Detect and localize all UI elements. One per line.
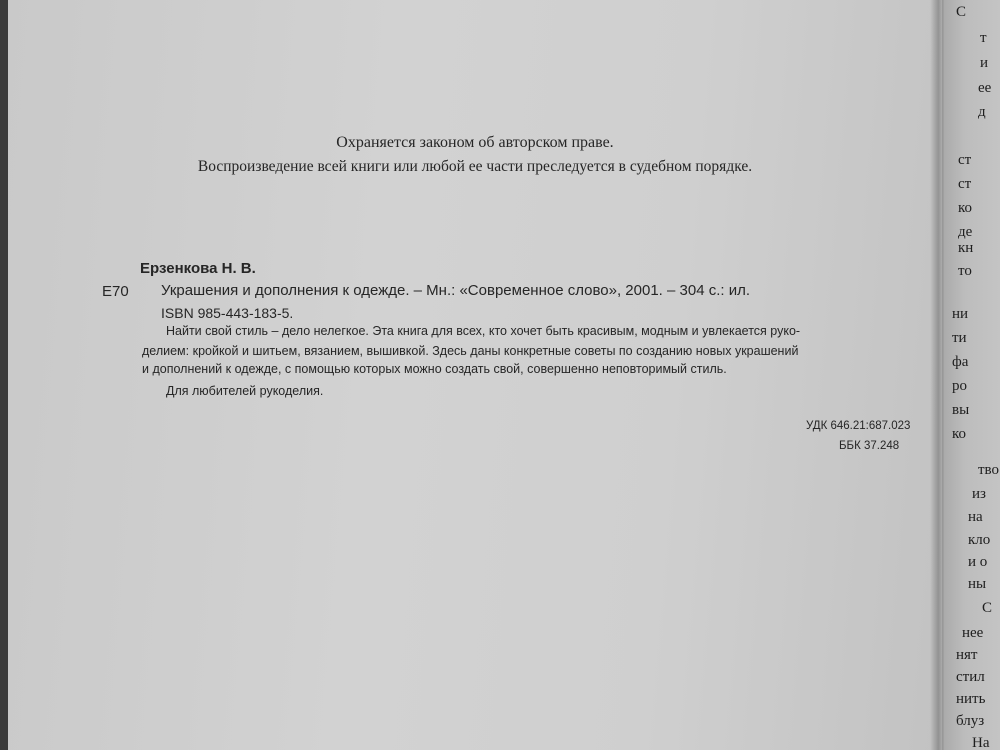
- right-page-fragment: нее: [962, 625, 984, 641]
- right-page-fragment: из: [972, 486, 986, 502]
- book-title-line: Украшения и дополнения к одежде. – Мн.: «Современное слово», 2001. – 304 с.: ил.: [161, 282, 750, 299]
- left-page: [8, 0, 942, 750]
- right-page-fragment: нят: [956, 647, 978, 663]
- right-page-fragment: и о: [968, 554, 988, 570]
- right-page-fragment: вы: [952, 402, 970, 418]
- isbn: ISBN 985-443-183-5.: [161, 305, 294, 321]
- right-page-fragment: ст: [958, 176, 972, 192]
- right-page-fragment: ее: [978, 80, 992, 96]
- right-page-fragment: стил: [956, 669, 985, 685]
- right-page-fragment: тво: [978, 462, 1000, 478]
- book-spine-shadow: [930, 0, 944, 750]
- right-page-fragment: ни: [952, 306, 969, 322]
- right-page-fragment: ко: [958, 200, 973, 216]
- right-page-fragment: и: [980, 55, 989, 71]
- right-page-fragment: на: [968, 509, 983, 525]
- right-page-fragment: С: [982, 600, 993, 616]
- annotation-line-3: и дополнений к одежде, с помощью которых можно создать свой, совершенно неповторимый стиль.: [142, 362, 727, 376]
- right-page-fragment: ро: [952, 378, 967, 394]
- right-page-fragment: ны: [968, 576, 987, 592]
- annotation-line-1: Найти свой стиль – дело нелегкое. Эта книга для всех, кто хочет быть красивым, модным и увлекается руко-: [166, 324, 801, 338]
- right-page-fragment: На: [972, 735, 990, 750]
- copyright-notice-line-1: Охраняется законом об авторском праве.: [336, 134, 614, 151]
- right-page-fragment: кн: [958, 240, 974, 256]
- right-page-fragment: кло: [968, 532, 991, 548]
- library-code: Е70: [102, 283, 129, 300]
- right-page-fragment: блуз: [956, 713, 985, 729]
- right-page-fragment: С: [956, 4, 967, 20]
- right-page-fragment: ко: [952, 426, 967, 442]
- right-page-fragment: т: [980, 30, 987, 46]
- target-audience: Для любителей рукоделия.: [166, 384, 324, 398]
- right-page-fragment: ти: [952, 330, 967, 346]
- right-page-fragment: то: [958, 263, 972, 279]
- author-name: Ерзенкова Н. В.: [140, 260, 256, 277]
- right-page-fragment: нить: [956, 691, 986, 707]
- right-page-fragment: д: [978, 104, 986, 120]
- annotation-line-2: делием: кройкой и шитьем, вязанием, вышивкой. Здесь даны конкретные советы по созданию новых украшений: [142, 344, 799, 358]
- udk-code: УДК 646.21:687.023: [806, 420, 911, 432]
- right-page-fragment: фа: [952, 354, 969, 370]
- bbk-code: ББК 37.248: [839, 440, 900, 452]
- right-page-fragment: ст: [958, 152, 972, 168]
- copyright-notice-line-2: Воспроизведение всей книги или любой ее части преследуется в судебном порядке.: [197, 158, 753, 175]
- right-page-fragment: де: [958, 224, 973, 240]
- right-page: [942, 0, 1000, 750]
